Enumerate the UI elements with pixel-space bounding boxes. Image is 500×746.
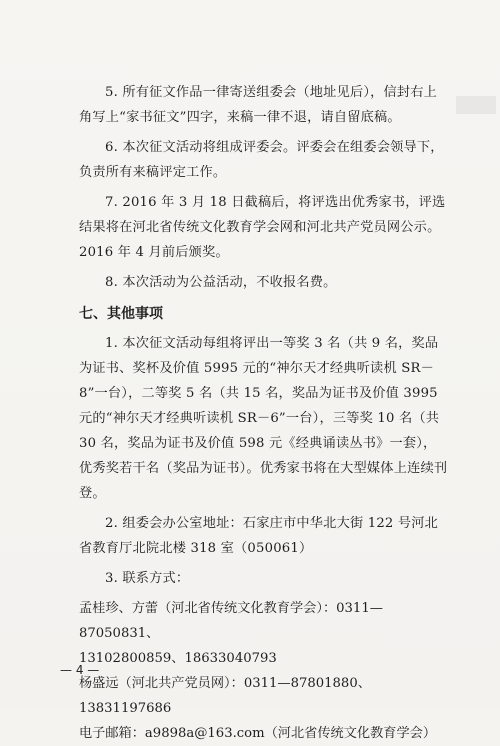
list-item-6	[79, 135, 449, 185]
other-item-3	[79, 566, 449, 591]
item-5-text: 5. 所有征文作品一律寄送组委会（地址见后），信封右上角写上“家书征文”四字，来稿一律不退，请自留底稿。	[79, 85, 438, 125]
contact-2-line1: 杨盛远（河北共产党员网）：0311—87801880、13831197686	[79, 676, 371, 716]
contact-1-line2: 13102800859、18633040793	[79, 651, 277, 666]
scan-artifact	[456, 96, 496, 114]
section-heading: 七、其他事项	[79, 306, 163, 322]
other-item-2-text: 2. 组委会办公室地址：石家庄市中华北大街 122 号河北省教育厅北院北楼 318 室（050061）	[79, 516, 439, 556]
contact-1-line1: 孟桂珍、方蕾（河北省传统文化教育学会）：0311—87050831、	[79, 601, 383, 641]
page-number: — 4 —	[60, 663, 100, 677]
other-item-2	[79, 511, 449, 561]
item-6-text: 6. 本次征文活动将组成评委会。评委会在组委会领导下，负责所有来稿评定工作。	[79, 140, 444, 180]
list-item-5	[79, 80, 449, 130]
item-7-text: 7. 2016 年 3 月 18 日截稿后，将评选出优秀家书，评选结果将在河北省传统文化教育学会网和河北共产党员网公示。2016 年 4 月前后颁奖。	[79, 195, 446, 260]
list-item-7	[79, 190, 449, 265]
other-item-1-text: 1. 本次征文活动每组将评出一等奖 3 名（共 9 名，奖品为证书、奖杯及价值 5995 元的“神尔天才经典听读机 SR－8”一台），二等奖 5 名（共 15 名，奖品为证书及价值 3995 元的“神尔天才经典听读机 SR－6”一台），三等奖 10 名（共 30 名，奖品为证书及价值 598 元《经典诵读丛书》一套），优秀奖若干名（奖品为证书）。优秀家书将在大型媒体上连续刊登。	[79, 336, 448, 501]
item-8-text: 8. 本次活动为公益活动，不收报名费。	[105, 275, 337, 290]
contact-email: 电子邮箱：a9898a@163.com（河北省传统文化教育学会）	[79, 726, 437, 741]
other-item-1	[79, 331, 449, 506]
other-item-3-text: 3. 联系方式：	[105, 571, 190, 586]
document-body	[79, 80, 449, 746]
contact-list	[79, 596, 449, 746]
list-item-8	[79, 270, 449, 295]
